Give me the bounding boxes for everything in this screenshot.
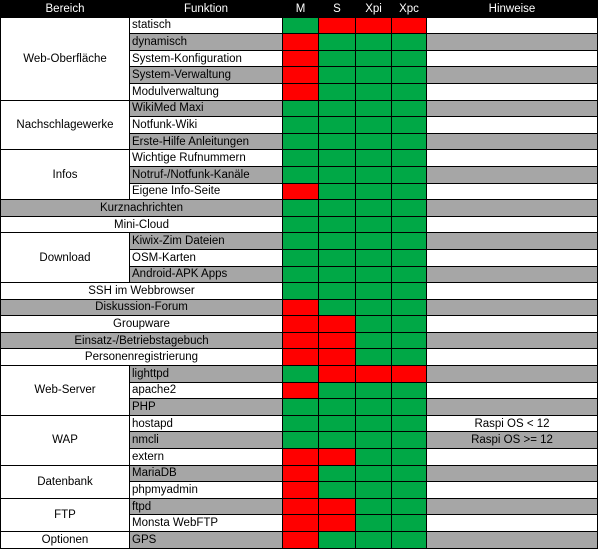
- funktion-cell: Wichtige Rufnummern: [130, 150, 283, 167]
- table-row: [1, 150, 598, 167]
- status-cell-xpi: [356, 266, 392, 283]
- hint-cell: [427, 399, 598, 416]
- status-cell-s: [319, 100, 356, 117]
- status-cell-xpc: [392, 216, 427, 233]
- status-cell-xpc: [392, 399, 427, 416]
- status-cell-m: [283, 50, 319, 67]
- status-cell-xpi: [356, 349, 392, 366]
- hint-cell: [427, 200, 598, 217]
- bereich-cell: FTP: [1, 498, 130, 531]
- status-cell-xpc: [392, 299, 427, 316]
- funktion-cell: statisch: [130, 17, 283, 34]
- status-cell-xpc: [392, 415, 427, 432]
- hint-cell: [427, 133, 598, 150]
- status-cell-xpc: [392, 349, 427, 366]
- status-cell-s: [319, 415, 356, 432]
- status-cell-xpc: [392, 233, 427, 250]
- table-row: [1, 316, 598, 333]
- hint-cell: [427, 34, 598, 51]
- status-cell-s: [319, 449, 356, 466]
- status-cell-xpc: [392, 498, 427, 515]
- status-cell-xpi: [356, 150, 392, 167]
- status-cell-m: [283, 100, 319, 117]
- status-cell-s: [319, 299, 356, 316]
- table-row: [1, 200, 598, 217]
- status-cell-xpi: [356, 449, 392, 466]
- hint-cell: [427, 283, 598, 300]
- status-cell-s: [319, 349, 356, 366]
- status-cell-xpi: [356, 17, 392, 34]
- hint-cell: Raspi OS >= 12: [427, 432, 598, 449]
- hint-cell: [427, 532, 598, 549]
- funktion-cell: Android-APK Apps: [130, 266, 283, 283]
- status-cell-xpi: [356, 200, 392, 217]
- column-header: Hinweise: [427, 1, 598, 18]
- hint-cell: [427, 366, 598, 383]
- category-cell: SSH im Webbrowser: [1, 283, 283, 300]
- status-cell-s: [319, 200, 356, 217]
- bereich-cell: Web-Server: [1, 366, 130, 416]
- status-cell-s: [319, 316, 356, 333]
- hint-cell: [427, 332, 598, 349]
- funktion-cell: MariaDB: [130, 465, 283, 482]
- hint-cell: [427, 449, 598, 466]
- table-row: [1, 216, 598, 233]
- status-cell-xpc: [392, 283, 427, 300]
- hint-cell: [427, 299, 598, 316]
- status-cell-m: [283, 465, 319, 482]
- status-cell-xpi: [356, 415, 392, 432]
- status-cell-m: [283, 532, 319, 549]
- hint-cell: [427, 266, 598, 283]
- status-cell-xpc: [392, 332, 427, 349]
- status-cell-xpi: [356, 34, 392, 51]
- bereich-cell: Download: [1, 233, 130, 283]
- funktion-cell: Notruf-/Notfunk-Kanäle: [130, 166, 283, 183]
- column-header: Bereich: [1, 1, 130, 18]
- status-cell-xpc: [392, 449, 427, 466]
- status-cell-s: [319, 432, 356, 449]
- table-row: [1, 349, 598, 366]
- hint-cell: [427, 17, 598, 34]
- status-cell-xpi: [356, 117, 392, 134]
- status-cell-xpc: [392, 100, 427, 117]
- funktion-cell: GPS: [130, 532, 283, 549]
- table-header: [1, 1, 598, 18]
- status-cell-s: [319, 183, 356, 200]
- status-cell-xpc: [392, 117, 427, 134]
- status-cell-xpi: [356, 316, 392, 333]
- status-cell-m: [283, 67, 319, 84]
- status-cell-s: [319, 133, 356, 150]
- funktion-cell: System-Verwaltung: [130, 67, 283, 84]
- hint-cell: [427, 216, 598, 233]
- column-header: Funktion: [130, 1, 283, 18]
- bereich-cell: Infos: [1, 150, 130, 200]
- status-cell-xpi: [356, 299, 392, 316]
- status-cell-s: [319, 366, 356, 383]
- hint-cell: [427, 117, 598, 134]
- status-cell-m: [283, 332, 319, 349]
- column-header: Xpi: [356, 1, 392, 18]
- status-cell-s: [319, 399, 356, 416]
- status-cell-s: [319, 216, 356, 233]
- category-cell: Kurznachrichten: [1, 200, 283, 217]
- status-cell-m: [283, 449, 319, 466]
- bereich-cell: WAP: [1, 415, 130, 465]
- status-cell-m: [283, 498, 319, 515]
- status-cell-xpi: [356, 498, 392, 515]
- funktion-cell: nmcli: [130, 432, 283, 449]
- status-cell-s: [319, 34, 356, 51]
- status-cell-xpi: [356, 399, 392, 416]
- funktion-cell: Monsta WebFTP: [130, 515, 283, 532]
- funktion-cell: Modulverwaltung: [130, 83, 283, 100]
- bereich-cell: Optionen: [1, 532, 130, 549]
- hint-cell: [427, 150, 598, 167]
- status-cell-xpi: [356, 366, 392, 383]
- table-row: [1, 233, 598, 250]
- status-cell-xpi: [356, 249, 392, 266]
- column-header: M: [283, 1, 319, 18]
- table-row: [1, 415, 598, 432]
- column-header: Xpc: [392, 1, 427, 18]
- status-cell-s: [319, 515, 356, 532]
- status-cell-s: [319, 83, 356, 100]
- status-cell-s: [319, 17, 356, 34]
- status-cell-xpc: [392, 532, 427, 549]
- status-cell-s: [319, 266, 356, 283]
- status-cell-s: [319, 498, 356, 515]
- table-row: [1, 283, 598, 300]
- status-cell-xpc: [392, 432, 427, 449]
- status-cell-xpc: [392, 249, 427, 266]
- status-cell-m: [283, 249, 319, 266]
- funktion-cell: OSM-Karten: [130, 249, 283, 266]
- table-row: [1, 532, 598, 549]
- table-row: [1, 366, 598, 383]
- status-cell-xpi: [356, 233, 392, 250]
- status-cell-xpi: [356, 83, 392, 100]
- funktion-cell: PHP: [130, 399, 283, 416]
- status-cell-xpc: [392, 382, 427, 399]
- status-cell-s: [319, 166, 356, 183]
- status-cell-m: [283, 266, 319, 283]
- table-row: [1, 498, 598, 515]
- status-cell-xpi: [356, 515, 392, 532]
- status-cell-s: [319, 382, 356, 399]
- status-cell-m: [283, 316, 319, 333]
- status-cell-m: [283, 349, 319, 366]
- funktion-cell: WikiMed Maxi: [130, 100, 283, 117]
- funktion-cell: dynamisch: [130, 34, 283, 51]
- status-cell-xpc: [392, 17, 427, 34]
- status-cell-xpi: [356, 50, 392, 67]
- hint-cell: [427, 83, 598, 100]
- status-cell-xpi: [356, 432, 392, 449]
- status-cell-xpc: [392, 183, 427, 200]
- status-cell-m: [283, 183, 319, 200]
- status-cell-xpi: [356, 67, 392, 84]
- table-row: [1, 465, 598, 482]
- funktion-cell: Kiwix-Zim Dateien: [130, 233, 283, 250]
- hint-cell: [427, 100, 598, 117]
- status-cell-s: [319, 283, 356, 300]
- status-cell-m: [283, 200, 319, 217]
- status-cell-xpc: [392, 50, 427, 67]
- hint-cell: [427, 515, 598, 532]
- status-cell-m: [283, 150, 319, 167]
- hint-cell: [427, 50, 598, 67]
- status-cell-xpc: [392, 67, 427, 84]
- funktion-cell: Eigene Info-Seite: [130, 183, 283, 200]
- status-cell-m: [283, 117, 319, 134]
- bereich-cell: Web-Oberfläche: [1, 17, 130, 100]
- bereich-cell: Datenbank: [1, 465, 130, 498]
- hint-cell: [427, 498, 598, 515]
- status-cell-m: [283, 34, 319, 51]
- status-cell-s: [319, 117, 356, 134]
- category-cell: Groupware: [1, 316, 283, 333]
- status-cell-xpi: [356, 183, 392, 200]
- status-cell-m: [283, 482, 319, 499]
- status-cell-xpi: [356, 216, 392, 233]
- status-cell-xpi: [356, 100, 392, 117]
- status-cell-xpc: [392, 150, 427, 167]
- status-cell-s: [319, 332, 356, 349]
- status-cell-xpc: [392, 266, 427, 283]
- status-cell-s: [319, 67, 356, 84]
- status-cell-xpi: [356, 532, 392, 549]
- funktion-cell: extern: [130, 449, 283, 466]
- status-cell-xpi: [356, 382, 392, 399]
- status-cell-xpc: [392, 482, 427, 499]
- status-cell-m: [283, 17, 319, 34]
- hint-cell: [427, 166, 598, 183]
- table-row: [1, 332, 598, 349]
- funktion-cell: phpmyadmin: [130, 482, 283, 499]
- hint-cell: Raspi OS < 12: [427, 415, 598, 432]
- status-cell-xpc: [392, 366, 427, 383]
- category-cell: Einsatz-/Betriebstagebuch: [1, 332, 283, 349]
- hint-cell: [427, 382, 598, 399]
- status-cell-m: [283, 415, 319, 432]
- hint-cell: [427, 482, 598, 499]
- status-cell-m: [283, 382, 319, 399]
- status-cell-s: [319, 532, 356, 549]
- funktion-cell: lighttpd: [130, 366, 283, 383]
- funktion-cell: Erste-Hilfe Anleitungen: [130, 133, 283, 150]
- hint-cell: [427, 183, 598, 200]
- status-cell-xpi: [356, 283, 392, 300]
- status-cell-xpc: [392, 515, 427, 532]
- hint-cell: [427, 67, 598, 84]
- category-cell: Mini-Cloud: [1, 216, 283, 233]
- status-cell-s: [319, 50, 356, 67]
- status-cell-s: [319, 233, 356, 250]
- funktion-cell: System-Konfiguration: [130, 50, 283, 67]
- hint-cell: [427, 316, 598, 333]
- table-row: [1, 299, 598, 316]
- status-cell-m: [283, 233, 319, 250]
- status-cell-m: [283, 299, 319, 316]
- status-cell-xpi: [356, 465, 392, 482]
- table-row: [1, 100, 598, 117]
- status-cell-m: [283, 399, 319, 416]
- status-cell-s: [319, 249, 356, 266]
- status-cell-xpc: [392, 133, 427, 150]
- status-cell-m: [283, 366, 319, 383]
- status-cell-xpi: [356, 482, 392, 499]
- hint-cell: [427, 465, 598, 482]
- status-cell-s: [319, 465, 356, 482]
- status-cell-xpc: [392, 200, 427, 217]
- status-cell-xpi: [356, 166, 392, 183]
- status-cell-m: [283, 166, 319, 183]
- bereich-cell: Nachschlagewerke: [1, 100, 130, 150]
- status-cell-s: [319, 482, 356, 499]
- status-cell-m: [283, 515, 319, 532]
- table-body: [1, 17, 598, 548]
- status-cell-xpc: [392, 465, 427, 482]
- funktion-cell: Notfunk-Wiki: [130, 117, 283, 134]
- category-cell: Diskussion-Forum: [1, 299, 283, 316]
- header-row: [1, 1, 598, 18]
- status-cell-m: [283, 83, 319, 100]
- table-row: [1, 17, 598, 34]
- status-cell-xpc: [392, 34, 427, 51]
- status-cell-m: [283, 283, 319, 300]
- funktion-cell: ftpd: [130, 498, 283, 515]
- hint-cell: [427, 233, 598, 250]
- hint-cell: [427, 249, 598, 266]
- status-cell-m: [283, 432, 319, 449]
- status-cell-xpi: [356, 332, 392, 349]
- funktion-cell: hostapd: [130, 415, 283, 432]
- column-header: S: [319, 1, 356, 18]
- status-cell-xpi: [356, 133, 392, 150]
- status-cell-xpc: [392, 316, 427, 333]
- status-cell-xpc: [392, 166, 427, 183]
- status-cell-m: [283, 133, 319, 150]
- hint-cell: [427, 349, 598, 366]
- status-cell-xpc: [392, 83, 427, 100]
- status-cell-m: [283, 216, 319, 233]
- funktion-cell: apache2: [130, 382, 283, 399]
- status-cell-s: [319, 150, 356, 167]
- category-cell: Personenregistrierung: [1, 349, 283, 366]
